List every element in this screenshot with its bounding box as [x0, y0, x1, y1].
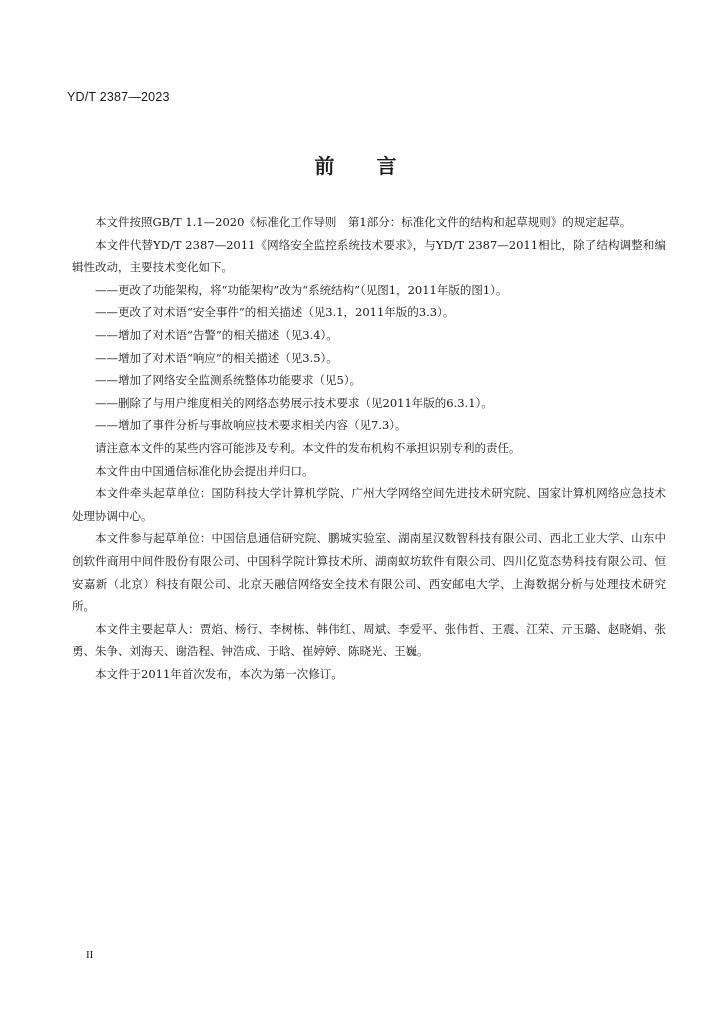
paragraph-lead-drafters: 本文件牵头起草单位：国防科技大学计算机学院、广州大学网络空间先进技术研究院、国家计算机网络应急技术处理协调中心。 [72, 486, 666, 523]
paragraph-main-drafters: 本文件主要起草人：贾焰、杨行、李树栋、韩伟红、周斌、李爱平、张伟哲、王震、江荣、亓玉璐、赵晓娟、张勇、朱争、刘海天、谢浩程、钟浩成、于晗、崔婷婷、陈晓光、王巍。 [72, 621, 666, 659]
paragraph-participating-drafters: 本文件参与起草单位：中国信息通信研究院、鹏城实验室、湖南星汉数智科技有限公司、西北工业大学、山东中创软件商用中间件股份有限公司、中国科学院计算技术所、湖南蚁坊软件有限公司、四川亿览态势科技有限公司、恒安嘉新（北京）科技有限公司、北京天融信网络安全技术有限公司、西安邮电大学、上海数据分析与处理技术研究所。 [72, 531, 666, 614]
paragraph-replacement: 本文件代替YD/T 2387—2011《网络安全监控系统技术要求》，与YD/T 2387—2011相比，除了结构调整和编辑性改动，主要技术变化如下。 [72, 237, 666, 275]
change-item: ——增加了对术语“响应”的相关描述（见3.5）。 [95, 350, 338, 365]
change-item: ——增加了对术语“告警”的相关描述（见3.4）。 [95, 327, 338, 342]
page-title: 前言 [314, 154, 439, 178]
change-item: ——更改了对术语“安全事件”的相关描述（见3.1，2011年版的3.3）。 [95, 305, 455, 320]
document-code: YD/T 2387—2023 [67, 90, 170, 104]
document-body [72, 211, 666, 685]
paragraph-release-history: 本文件于2011年首次发布，本次为第一次修订。 [95, 666, 343, 681]
change-item: ——删除了与用户维度相关的网络态势展示技术要求（见2011年版的6.3.1）。 [95, 395, 493, 410]
page-number: II [86, 949, 94, 961]
change-item: ——增加了事件分析与事故响应技术要求相关内容（见7.3）。 [95, 418, 407, 433]
paragraph-proposer: 本文件由中国通信标准化协会提出并归口。 [95, 463, 314, 478]
change-item: ——增加了网络安全监测系统整体功能要求（见5）。 [95, 373, 362, 388]
paragraph-standard-basis: 本文件按照GB/T 1.1—2020《标准化工作导则 第1部分：标准化文件的结构和起草规则》的规定起草。 [95, 215, 632, 229]
change-item: ——更改了功能架构，将“功能架构”改为“系统结构”（见图1，2011年版的图1）。 [95, 282, 508, 297]
paragraph-patent-notice: 请注意本文件的某些内容可能涉及专利。本文件的发布机构不承担识别专利的责任。 [95, 440, 521, 455]
